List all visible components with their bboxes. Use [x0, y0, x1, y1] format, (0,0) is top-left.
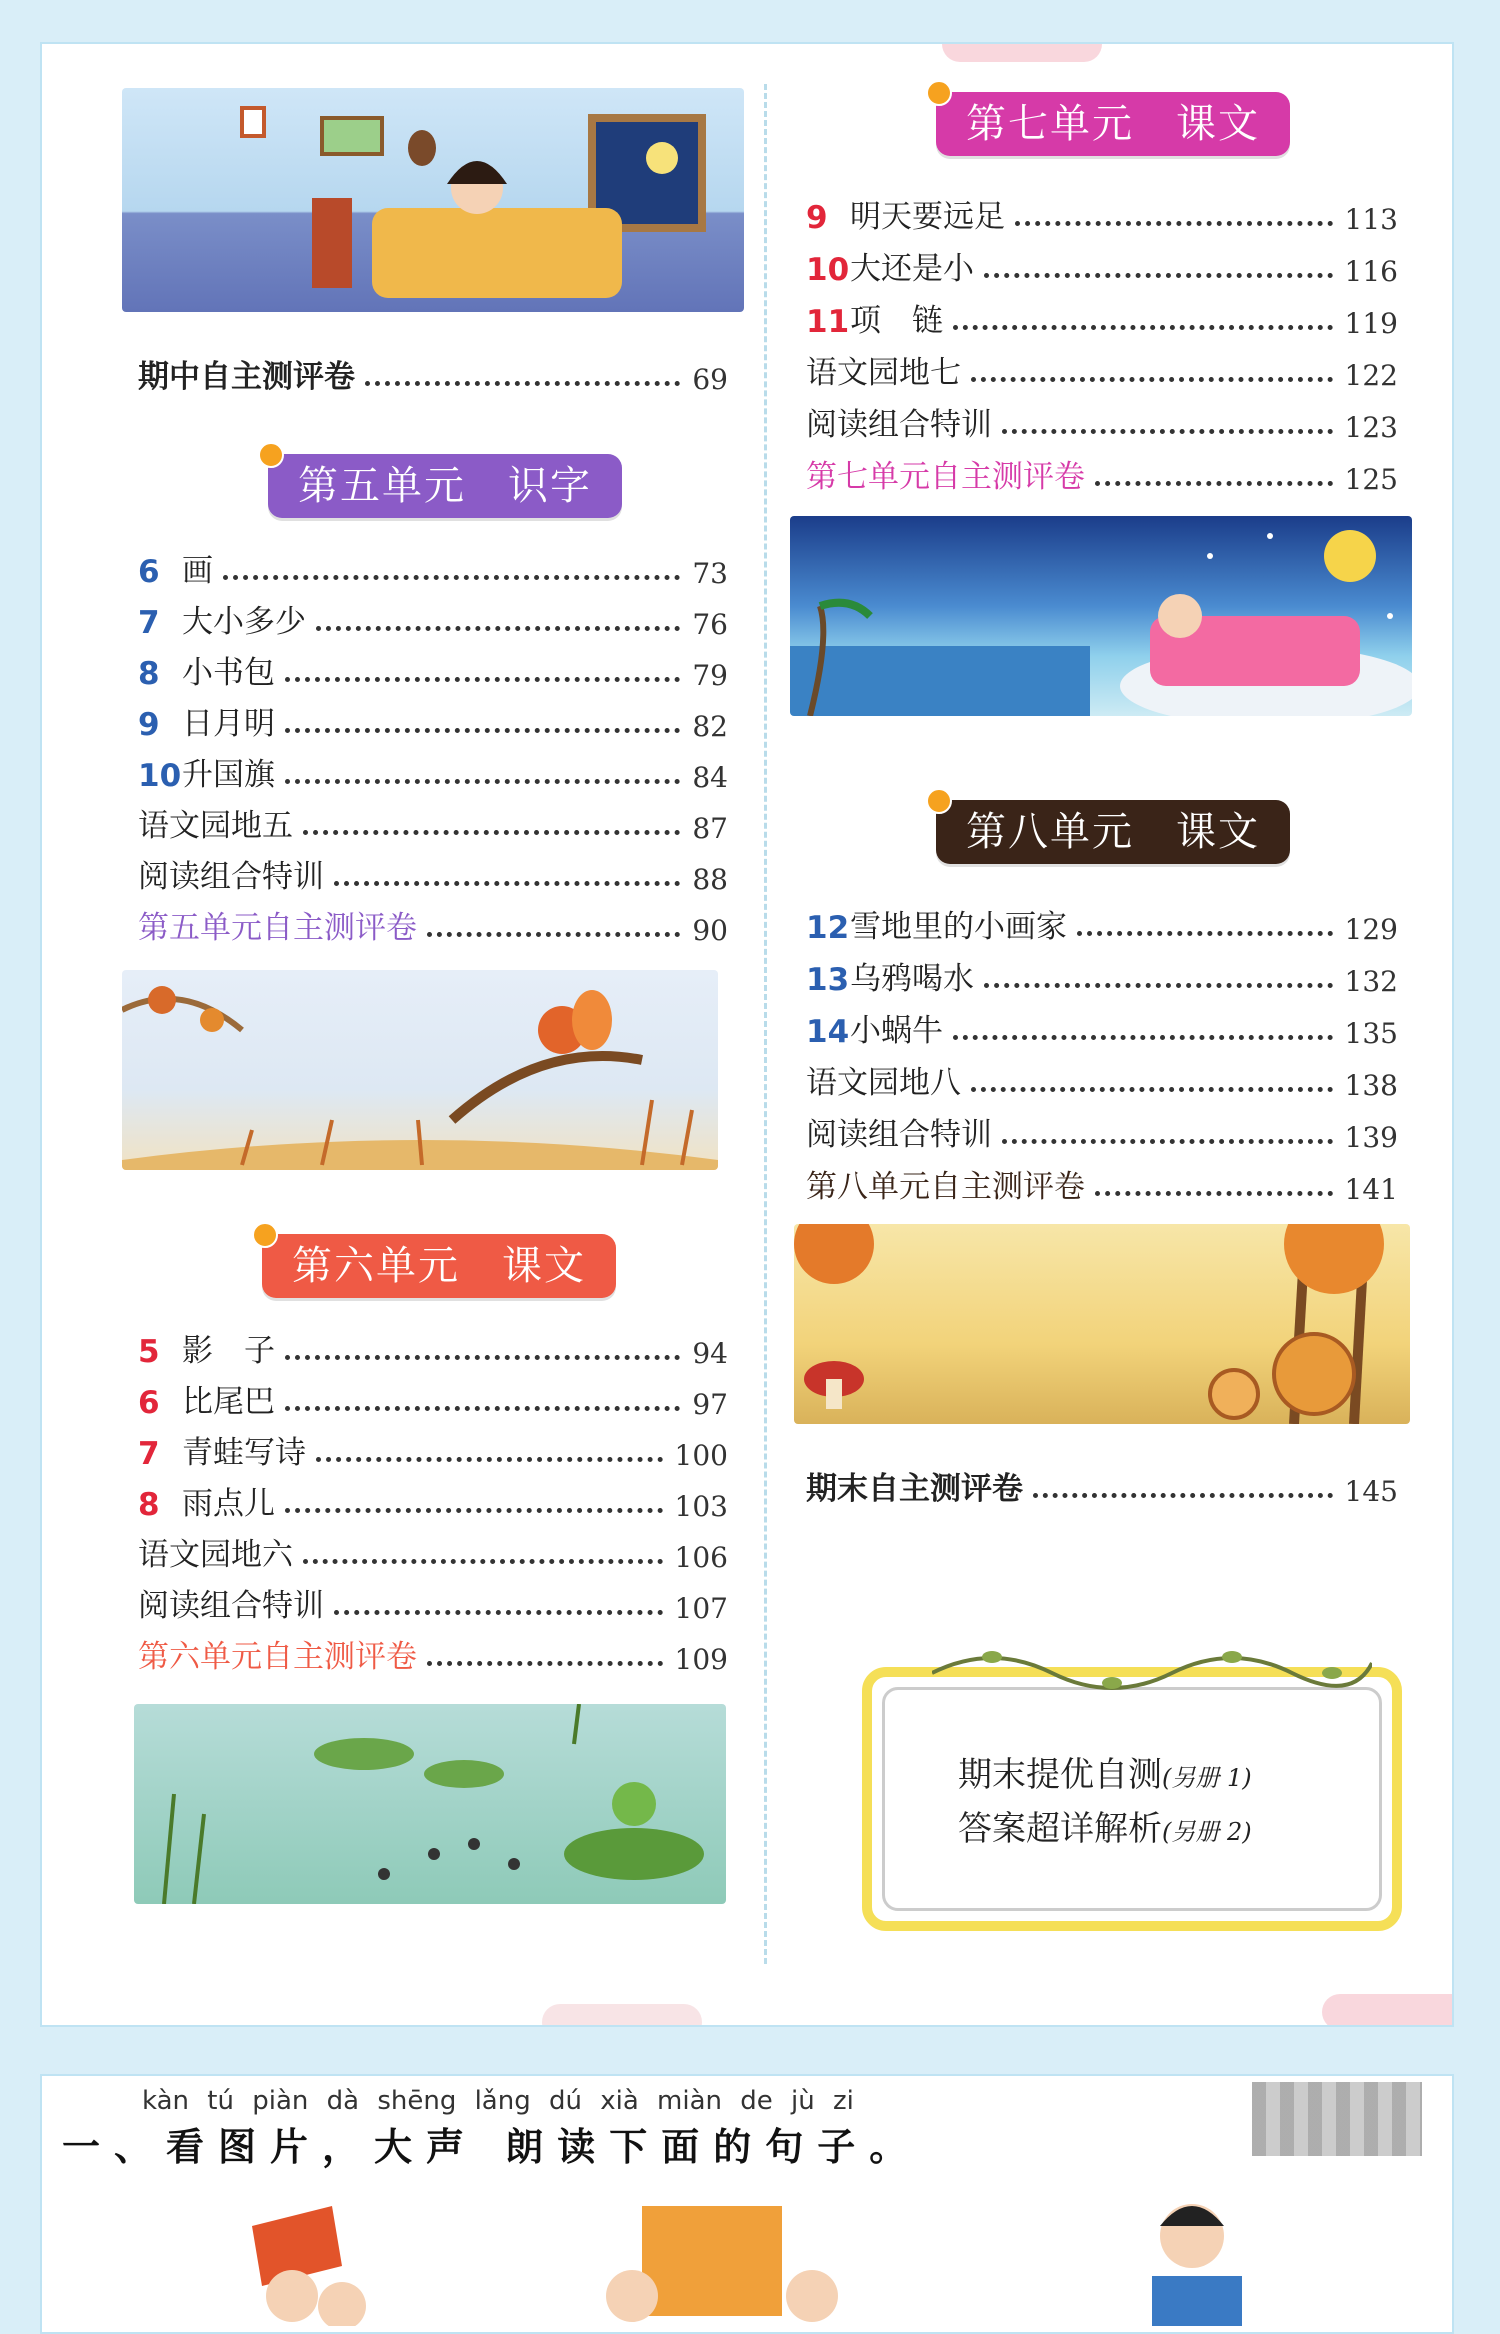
toc-entry[interactable] [138, 1330, 728, 1370]
leader-dots [953, 1035, 1333, 1040]
note-text: 期末提优自测 [958, 1755, 1162, 1795]
leader-dots [334, 881, 680, 886]
toc-entry[interactable] [138, 1381, 728, 1421]
toc-page-number: 97 [692, 1388, 728, 1421]
toc-title: 语文园地六 [138, 1537, 293, 1573]
toc-entry[interactable] [138, 1534, 728, 1574]
toc-title: 阅读组合特训 [806, 407, 992, 443]
supplement-note-box [862, 1667, 1402, 1931]
leader-dots [1095, 481, 1333, 486]
leader-dots [223, 575, 680, 580]
lesson-number: 9 [806, 200, 828, 236]
toc-entry[interactable] [138, 1432, 728, 1472]
toc-entry[interactable] [806, 1114, 1398, 1154]
toc-page-number: 123 [1344, 411, 1398, 444]
pinyin-line: kàn tú piàn dà shēng lǎng dú xià miàn de jù zi [142, 2086, 854, 2116]
toc-title: 语文园地七 [806, 355, 961, 391]
toc-page-number: 113 [1344, 203, 1398, 236]
leader-dots [1015, 221, 1333, 226]
toc-entry[interactable] [138, 1636, 728, 1676]
toc-title: 雨点儿 [182, 1486, 275, 1522]
leader-dots [1095, 1191, 1333, 1196]
tape-decoration [942, 42, 1102, 62]
tape-decoration [542, 2004, 702, 2027]
lesson-number: 8 [138, 656, 160, 692]
final-test-entry[interactable] [806, 1468, 1398, 1508]
toc-entry[interactable] [138, 907, 728, 947]
leader-dots [303, 830, 680, 835]
toc-entry[interactable] [138, 754, 728, 794]
vine-decoration-icon [932, 1643, 1372, 1693]
toc-title: 雪地里的小画家 [850, 909, 1067, 945]
toc-entry[interactable] [138, 805, 728, 845]
toc-page-number: 84 [692, 761, 728, 794]
exercise-page [40, 2074, 1454, 2334]
toc-title: 语文园地五 [138, 808, 293, 844]
leader-dots [984, 273, 1333, 278]
toc-page-number: 107 [674, 1592, 728, 1625]
toc-page-number: 88 [692, 863, 728, 896]
toc-entry[interactable] [138, 601, 728, 641]
toc-title: 影 子 [182, 1333, 275, 1369]
leader-dots [303, 1559, 663, 1564]
toc-title: 阅读组合特训 [138, 859, 324, 895]
toc-entry[interactable] [138, 652, 728, 692]
toc-page-number: 87 [692, 812, 728, 845]
unit5-header-label: 第五单元 识字 [298, 463, 592, 509]
leader-dots [427, 932, 680, 937]
toc-title: 青蛙写诗 [182, 1435, 306, 1471]
header-dot [926, 788, 952, 814]
lesson-number: 10 [138, 758, 182, 794]
leader-dots [984, 983, 1333, 988]
leader-dots [953, 325, 1333, 330]
toc-entry[interactable] [806, 1062, 1398, 1102]
toc-page-number: 132 [1344, 965, 1398, 998]
toc-title: 小书包 [182, 655, 275, 691]
girl-bedroom-illustration [122, 88, 744, 312]
bedroom-scene [122, 88, 744, 312]
leader-dots [285, 1508, 663, 1513]
unit6-header-label: 第六单元 课文 [292, 1243, 586, 1289]
leader-dots [427, 1661, 663, 1666]
supplement-line-2 [958, 1801, 1252, 1850]
lesson-number: 6 [138, 1385, 160, 1421]
leader-dots [1033, 1493, 1333, 1498]
night-scene [790, 516, 1412, 716]
toc-title: 阅读组合特训 [806, 1117, 992, 1153]
tape-decoration [1322, 1994, 1454, 2027]
toc-entry[interactable] [138, 1585, 728, 1625]
note-inner-border [882, 1687, 1382, 1911]
leader-dots [316, 626, 680, 631]
toc-page-number: 94 [692, 1337, 728, 1370]
toc-page-number: 109 [674, 1643, 728, 1676]
night-sleep-illustration [790, 516, 1412, 716]
toc-title: 第八单元自主测评卷 [806, 1169, 1085, 1205]
leader-dots [334, 1610, 663, 1615]
leader-dots [285, 1406, 680, 1411]
squirrel-autumn-illustration [122, 970, 718, 1170]
toc-title: 大小多少 [182, 604, 306, 640]
toc-entry[interactable] [138, 1483, 728, 1523]
toc-page-number: 79 [692, 659, 728, 692]
toc-page-number: 139 [1344, 1121, 1398, 1154]
lesson-number: 7 [138, 605, 160, 641]
toc-entry[interactable] [806, 456, 1398, 496]
toc-page-number: 141 [1344, 1173, 1398, 1206]
lesson-number: 7 [138, 1436, 160, 1472]
header-dot [252, 1222, 278, 1248]
exercise-instruction: 一、看图片，大声 朗读下面的句子。 [62, 2125, 922, 2169]
toc-title: 第五单元自主测评卷 [138, 910, 417, 946]
toc-title: 明天要远足 [850, 199, 1005, 235]
unit6-header [262, 1234, 616, 1298]
toc-entry[interactable] [806, 196, 1398, 236]
toc-page-number: 116 [1344, 255, 1398, 288]
lesson-number: 12 [806, 910, 850, 946]
lesson-number: 11 [806, 304, 850, 340]
column-divider [764, 84, 767, 1964]
toc-title: 小蜗牛 [850, 1013, 943, 1049]
pond-scene [134, 1704, 726, 1904]
toc-page-number: 73 [692, 557, 728, 590]
note-sub: (另册 1) [1162, 1764, 1252, 1792]
toc-page [40, 42, 1454, 2027]
toc-title: 画 [182, 553, 213, 589]
blurred-logo [1252, 2082, 1422, 2156]
leader-dots [971, 377, 1333, 382]
toc-page-number: 106 [674, 1541, 728, 1574]
toc-page-number: 119 [1344, 307, 1398, 340]
leader-dots [316, 1457, 663, 1462]
toc-page-number: 122 [1344, 359, 1398, 392]
unit8-header [936, 800, 1290, 864]
header-dot [258, 442, 284, 468]
toc-entry[interactable] [806, 404, 1398, 444]
toc-entry[interactable] [806, 1010, 1398, 1050]
toc-title: 大还是小 [850, 251, 974, 287]
toc-entry[interactable] [806, 1166, 1398, 1206]
toc-page-number: 125 [1344, 463, 1398, 496]
toc-entry[interactable] [806, 248, 1398, 288]
lesson-number: 6 [138, 554, 160, 590]
leader-dots [1077, 931, 1333, 936]
toc-title: 项 链 [850, 303, 943, 339]
toc-entry[interactable] [138, 856, 728, 896]
autumn-scene [122, 970, 718, 1170]
snail-forest-illustration [794, 1224, 1410, 1424]
toc-title: 期中自主测评卷 [138, 359, 355, 395]
leader-dots [285, 728, 680, 733]
toc-page-number: 138 [1344, 1069, 1398, 1102]
leader-dots [1002, 1139, 1333, 1144]
unit8-header-label: 第八单元 课文 [966, 809, 1260, 855]
toc-entry[interactable] [806, 352, 1398, 392]
toc-title: 日月明 [182, 706, 275, 742]
toc-page-number: 82 [692, 710, 728, 743]
lesson-number: 8 [138, 1487, 160, 1523]
toc-entry[interactable] [138, 550, 728, 590]
toc-entry[interactable] [806, 958, 1398, 998]
toc-entry[interactable] [138, 703, 728, 743]
toc-page-number: 76 [692, 608, 728, 641]
leader-dots [285, 677, 680, 682]
lesson-number: 14 [806, 1014, 850, 1050]
children-illustrations [192, 2186, 1392, 2326]
leader-dots [285, 1355, 680, 1360]
toc-page-number: 69 [692, 363, 728, 396]
toc-page-number: 103 [674, 1490, 728, 1523]
forest-scene [794, 1224, 1410, 1424]
toc-page-number: 145 [1344, 1475, 1398, 1508]
frog-pond-illustration [134, 1704, 726, 1904]
leader-dots [285, 779, 680, 784]
midterm-test-entry[interactable] [138, 356, 728, 396]
leader-dots [971, 1087, 1333, 1092]
leader-dots [1002, 429, 1333, 434]
lesson-number: 13 [806, 962, 850, 998]
lesson-number: 9 [138, 707, 160, 743]
toc-title: 第六单元自主测评卷 [138, 1639, 417, 1675]
header-dot [926, 80, 952, 106]
toc-page-number: 90 [692, 914, 728, 947]
toc-title: 升国旗 [182, 757, 275, 793]
toc-page-number: 100 [674, 1439, 728, 1472]
toc-title: 期末自主测评卷 [806, 1471, 1023, 1507]
toc-title: 语文园地八 [806, 1065, 961, 1101]
toc-title: 比尾巴 [182, 1384, 275, 1420]
toc-entry[interactable] [806, 300, 1398, 340]
toc-title: 第七单元自主测评卷 [806, 459, 1085, 495]
unit7-header-label: 第七单元 课文 [966, 101, 1260, 147]
toc-entry[interactable] [806, 906, 1398, 946]
unit5-header [268, 454, 622, 518]
note-text: 答案超详解析 [958, 1809, 1162, 1849]
lesson-number: 5 [138, 1334, 160, 1370]
toc-title: 阅读组合特训 [138, 1588, 324, 1624]
unit7-header [936, 92, 1290, 156]
leader-dots [365, 381, 680, 386]
lesson-number: 10 [806, 252, 850, 288]
toc-page-number: 129 [1344, 913, 1398, 946]
toc-page-number: 135 [1344, 1017, 1398, 1050]
supplement-line-1 [958, 1747, 1252, 1796]
note-sub: (另册 2) [1162, 1818, 1252, 1846]
toc-title: 乌鸦喝水 [850, 961, 974, 997]
